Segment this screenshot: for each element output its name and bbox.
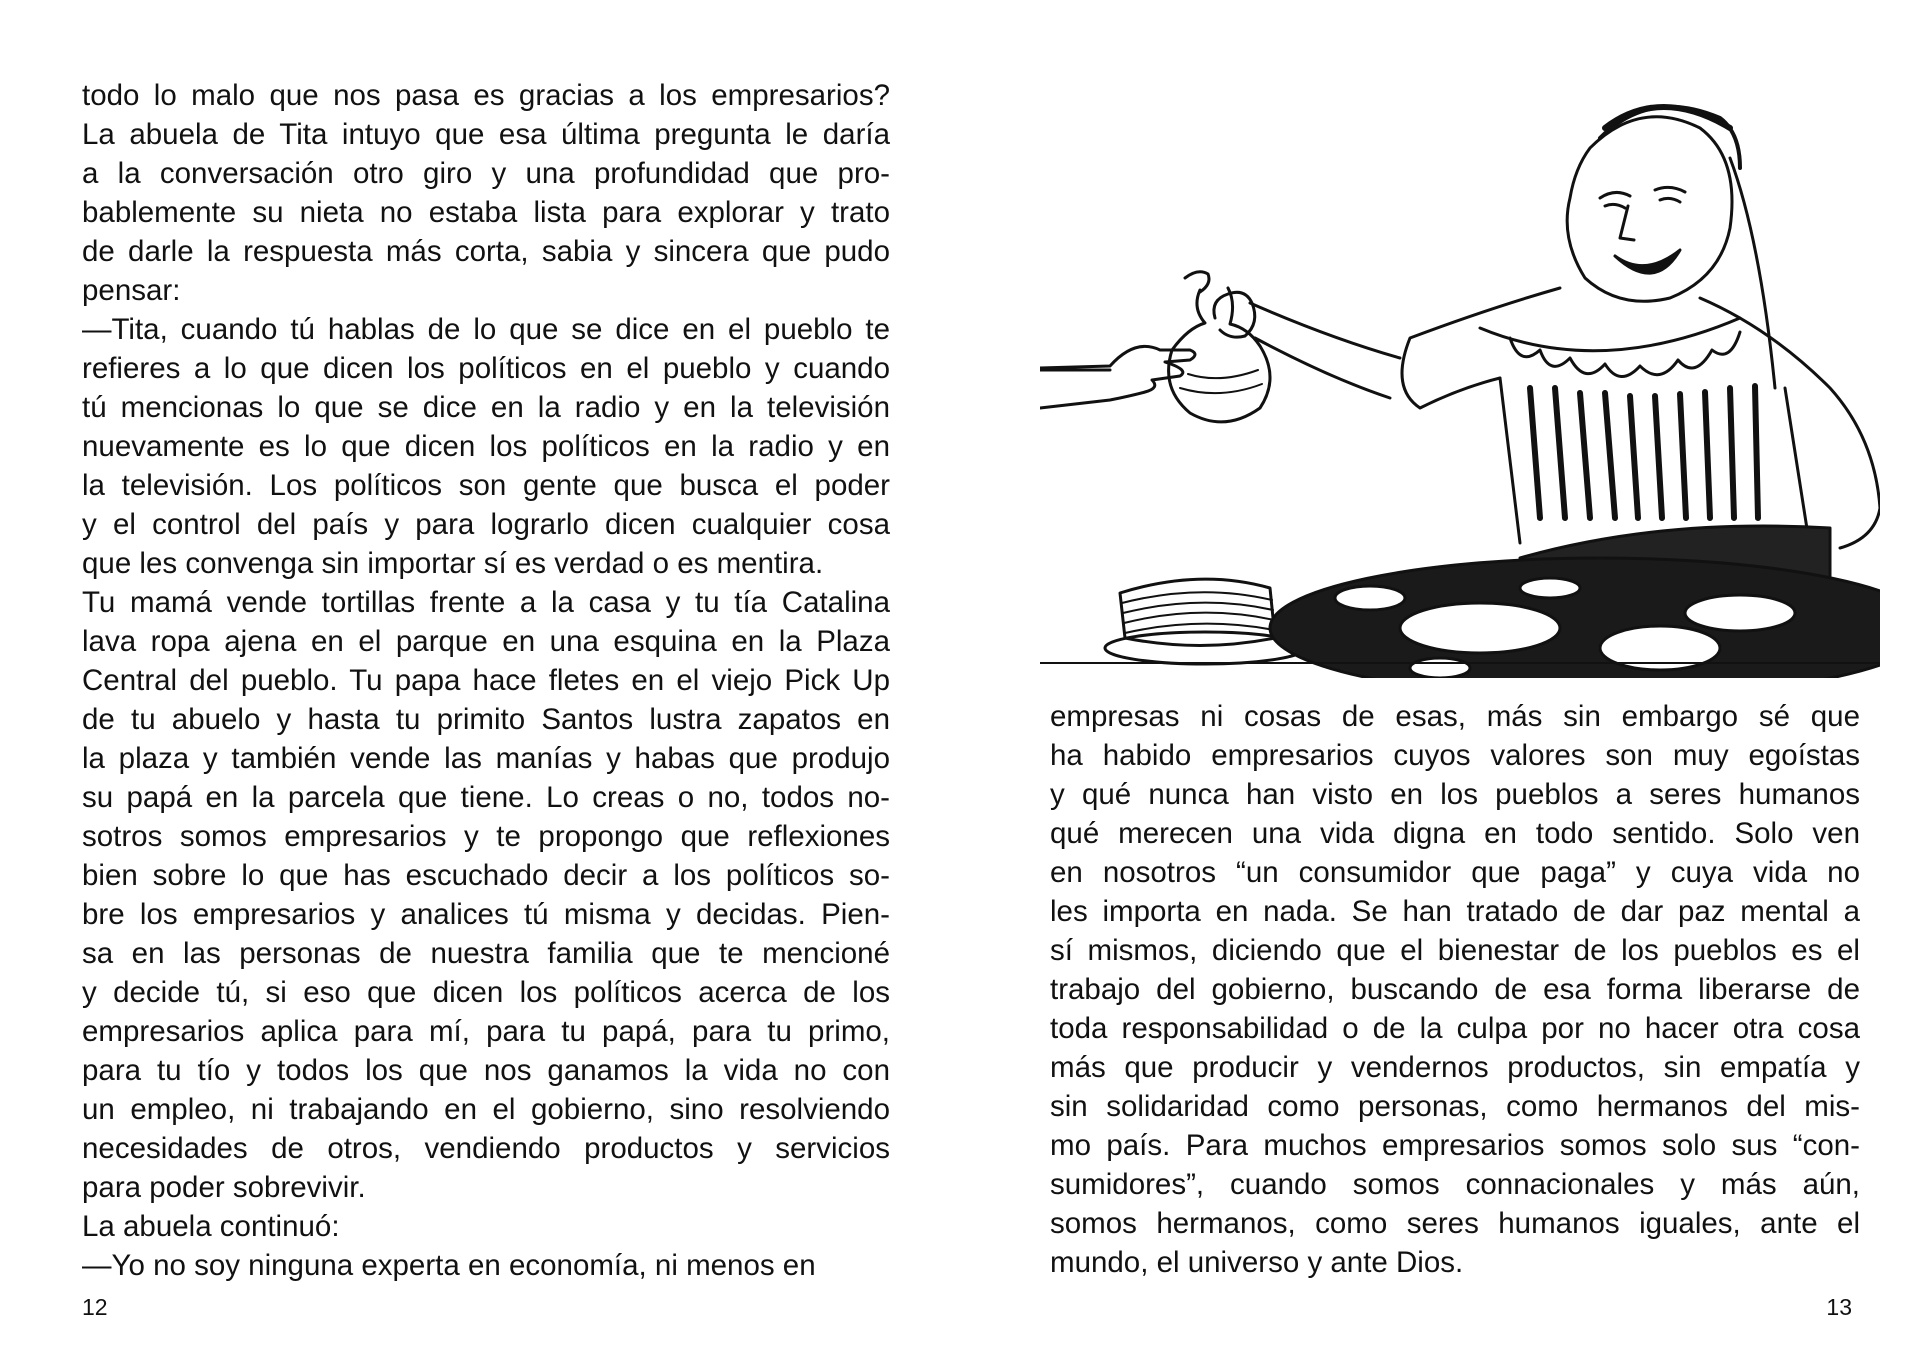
text-line: empresarios aplica para mí, para tu papá, para tu primo, <box>82 1015 890 1048</box>
text-line: somos hermanos, como seres humanos iguales, ante el <box>1050 1207 1860 1240</box>
illustration-woman-selling-tortillas <box>1040 88 1880 678</box>
page-number-right: 13 <box>1826 1294 1852 1320</box>
text-line: y qué nunca han visto en los pueblos a seres humanos <box>1050 778 1860 811</box>
text-line: la plaza y también vende las manías y habas que produjo <box>82 742 890 775</box>
left-page-text <box>82 76 890 1285</box>
text-line: más que producir y vendernos productos, sin empatía y <box>1050 1051 1860 1084</box>
page-number-left: 12 <box>82 1294 108 1320</box>
text-line: la televisión. Los políticos son gente que busca el poder <box>82 469 890 502</box>
money-bag <box>1169 272 1270 422</box>
text-line: —Tita, cuando tú hablas de lo que se dice en el pueblo te <box>82 313 890 346</box>
text-line: tú mencionas lo que se dice en la radio y en la televisión <box>82 391 890 424</box>
text-line: les importa en nada. Se han tratado de dar paz mental a <box>1050 895 1860 928</box>
text-line: a la conversación otro giro y una profundidad que pro- <box>82 157 890 190</box>
text-line: Tu mamá vende tortillas frente a la casa y tu tía Catalina <box>82 586 890 619</box>
text-line: y el control del país y para lograrlo dicen cualquier cosa <box>82 508 890 541</box>
text-line: necesidades de otros, vendiendo productos y servicios <box>82 1132 890 1165</box>
text-line: sa en las personas de nuestra familia que te mencioné <box>82 937 890 970</box>
text-line: nuevamente es lo que dicen los políticos en la radio y en <box>82 430 890 463</box>
text-line: trabajo del gobierno, buscando de esa forma liberarse de <box>1050 973 1860 1006</box>
text-line: empresas ni cosas de esas, más sin embargo sé que <box>1050 700 1860 733</box>
text-line: de tu abuelo y hasta tu primito Santos lustra zapatos en <box>82 703 890 736</box>
text-line: qué merecen una vida digna en todo sentido. Solo ven <box>1050 817 1860 850</box>
text-line: para poder sobrevivir. <box>82 1171 366 1204</box>
text-line: mo país. Para muchos empresarios somos solo sus “con- <box>1050 1129 1860 1162</box>
text-line: bablemente su nieta no estaba lista para explorar y trato <box>82 196 890 229</box>
text-line: sotros somos empresarios y te propongo que reflexiones <box>82 820 890 853</box>
text-line: —Yo no soy ninguna experta en economía, ni menos en <box>82 1249 816 1282</box>
text-line: y decide tú, si eso que dicen los políticos acerca de los <box>82 976 890 1009</box>
text-line: toda responsabilidad o de la culpa por no hacer otra cosa <box>1050 1012 1860 1045</box>
text-line: La abuela continuó: <box>82 1210 340 1243</box>
text-line: sin solidaridad como personas, como hermanos del mis- <box>1050 1090 1860 1123</box>
text-line: pensar: <box>82 274 181 307</box>
text-line: bien sobre lo que has escuchado decir a los políticos so- <box>82 859 890 892</box>
text-line: sí mismos, diciendo que el bienestar de los pueblos es el <box>1050 934 1860 967</box>
comal <box>1270 558 1880 678</box>
text-line: de darle la respuesta más corta, sabia y sincera que pudo <box>82 235 890 268</box>
text-line: en nosotros “un consumidor que paga” y cuya vida no <box>1050 856 1860 889</box>
text-line: lava ropa ajena en el parque en una esquina en la Plaza <box>82 625 890 658</box>
woman-head <box>1567 107 1775 388</box>
text-line: un empleo, ni trabajando en el gobierno, sino resolviendo <box>82 1093 890 1126</box>
text-line: todo lo malo que nos pasa es gracias a los empresarios? <box>82 79 890 112</box>
text-line: para tu tío y todos los que nos ganamos la vida no con <box>82 1054 890 1087</box>
text-line: La abuela de Tita intuyo que esa última pregunta le daría <box>82 118 890 151</box>
text-line: ha habido empresarios cuyos valores son muy egoístas <box>1050 739 1860 772</box>
right-page <box>960 0 1920 1362</box>
text-line: Central del pueblo. Tu papa hace fletes en el viejo Pick Up <box>82 664 890 697</box>
text-line: bre los empresarios y analices tú misma y decidas. Pien- <box>82 898 890 931</box>
right-page-text <box>1050 697 1860 1282</box>
text-line: sumidores”, cuando somos connacionales y más aún, <box>1050 1168 1860 1201</box>
text-line: que les convenga sin importar sí es verdad o es mentira. <box>82 547 824 580</box>
text-line: mundo, el universo y ante Dios. <box>1050 1246 1464 1279</box>
text-line: refieres a lo que dicen los políticos en el pueblo y cuando <box>82 352 890 385</box>
text-line: su papá en la parcela que tiene. Lo creas o no, todos no- <box>82 781 890 814</box>
